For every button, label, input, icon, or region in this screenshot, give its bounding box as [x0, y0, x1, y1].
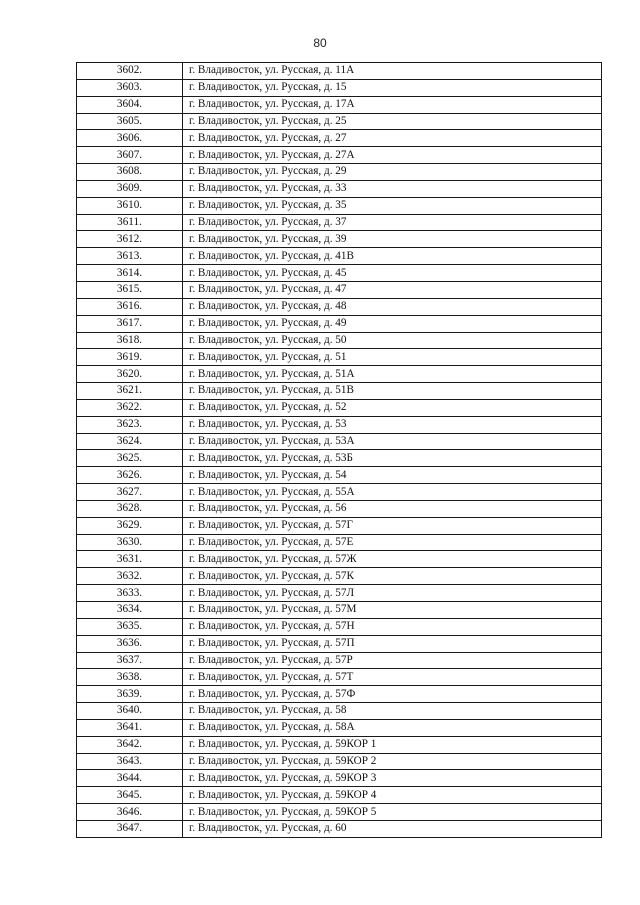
address-cell: г. Владивосток, ул. Русская, д. 53А	[183, 433, 602, 450]
address-cell: г. Владивосток, ул. Русская, д. 52	[183, 399, 602, 416]
row-number-cell: 3607.	[77, 147, 183, 164]
address-cell: г. Владивосток, ул. Русская, д. 57Р	[183, 652, 602, 669]
row-number-cell: 3603.	[77, 79, 183, 96]
table-row	[77, 349, 602, 366]
table-row	[77, 467, 602, 484]
address-cell: г. Владивосток, ул. Русская, д. 58А	[183, 719, 602, 736]
row-number-cell: 3614.	[77, 265, 183, 282]
table-row	[77, 534, 602, 551]
row-number-cell: 3605.	[77, 113, 183, 130]
address-cell: г. Владивосток, ул. Русская, д. 57Е	[183, 534, 602, 551]
address-cell: г. Владивосток, ул. Русская, д. 53	[183, 416, 602, 433]
table-row	[77, 180, 602, 197]
address-cell: г. Владивосток, ул. Русская, д. 35	[183, 197, 602, 214]
table-row	[77, 197, 602, 214]
page-number: 80	[313, 36, 327, 50]
address-cell: г. Владивосток, ул. Русская, д. 47	[183, 281, 602, 298]
row-number-cell: 3633.	[77, 585, 183, 602]
table-row	[77, 618, 602, 635]
table-row	[77, 568, 602, 585]
address-cell: г. Владивосток, ул. Русская, д. 59КОР 5	[183, 804, 602, 821]
row-number-cell: 3612.	[77, 231, 183, 248]
table-row	[77, 147, 602, 164]
address-table-body	[77, 63, 602, 838]
address-cell: г. Владивосток, ул. Русская, д. 11А	[183, 63, 602, 80]
row-number-cell: 3608.	[77, 164, 183, 181]
table-row	[77, 753, 602, 770]
address-cell: г. Владивосток, ул. Русская, д. 59КОР 2	[183, 753, 602, 770]
address-cell: г. Владивосток, ул. Русская, д. 27А	[183, 147, 602, 164]
address-cell: г. Владивосток, ул. Русская, д. 53Б	[183, 450, 602, 467]
address-cell: г. Владивосток, ул. Русская, д. 25	[183, 113, 602, 130]
row-number-cell: 3631.	[77, 551, 183, 568]
row-number-cell: 3622.	[77, 399, 183, 416]
table-row	[77, 248, 602, 265]
row-number-cell: 3618.	[77, 332, 183, 349]
address-cell: г. Владивосток, ул. Русская, д. 59КОР 4	[183, 787, 602, 804]
address-cell: г. Владивосток, ул. Русская, д. 49	[183, 315, 602, 332]
table-row	[77, 332, 602, 349]
table-row	[77, 551, 602, 568]
table-row	[77, 719, 602, 736]
table-row	[77, 602, 602, 619]
row-number-cell: 3638.	[77, 669, 183, 686]
address-cell: г. Владивосток, ул. Русская, д. 57Н	[183, 618, 602, 635]
address-cell: г. Владивосток, ул. Русская, д. 56	[183, 500, 602, 517]
address-cell: г. Владивосток, ул. Русская, д. 50	[183, 332, 602, 349]
address-cell: г. Владивосток, ул. Русская, д. 54	[183, 467, 602, 484]
row-number-cell: 3635.	[77, 618, 183, 635]
row-number-cell: 3609.	[77, 180, 183, 197]
address-cell: г. Владивосток, ул. Русская, д. 45	[183, 265, 602, 282]
row-number-cell: 3646.	[77, 804, 183, 821]
address-cell: г. Владивосток, ул. Русская, д. 55А	[183, 484, 602, 501]
row-number-cell: 3627.	[77, 484, 183, 501]
address-cell: г. Владивосток, ул. Русская, д. 51В	[183, 383, 602, 400]
table-row	[77, 366, 602, 383]
row-number-cell: 3643.	[77, 753, 183, 770]
row-number-cell: 3619.	[77, 349, 183, 366]
address-cell: г. Владивосток, ул. Русская, д. 57Ф	[183, 686, 602, 703]
table-row	[77, 265, 602, 282]
table-row	[77, 416, 602, 433]
address-cell: г. Владивосток, ул. Русская, д. 41В	[183, 248, 602, 265]
row-number-cell: 3620.	[77, 366, 183, 383]
table-row	[77, 214, 602, 231]
row-number-cell: 3617.	[77, 315, 183, 332]
table-row	[77, 820, 602, 837]
address-cell: г. Владивосток, ул. Русская, д. 60	[183, 820, 602, 837]
row-number-cell: 3637.	[77, 652, 183, 669]
row-number-cell: 3640.	[77, 703, 183, 720]
address-cell: г. Владивосток, ул. Русская, д. 57П	[183, 635, 602, 652]
table-row	[77, 652, 602, 669]
address-cell: г. Владивосток, ул. Русская, д. 27	[183, 130, 602, 147]
address-cell: г. Владивосток, ул. Русская, д. 57Г	[183, 517, 602, 534]
table-row	[77, 113, 602, 130]
address-cell: г. Владивосток, ул. Русская, д. 59КОР 3	[183, 770, 602, 787]
address-cell: г. Владивосток, ул. Русская, д. 59КОР 1	[183, 736, 602, 753]
address-cell: г. Владивосток, ул. Русская, д. 57Т	[183, 669, 602, 686]
row-number-cell: 3625.	[77, 450, 183, 467]
row-number-cell: 3636.	[77, 635, 183, 652]
table-row	[77, 770, 602, 787]
row-number-cell: 3644.	[77, 770, 183, 787]
table-row	[77, 450, 602, 467]
table-row	[77, 315, 602, 332]
table-row	[77, 96, 602, 113]
table-row	[77, 736, 602, 753]
table-row	[77, 669, 602, 686]
row-number-cell: 3629.	[77, 517, 183, 534]
table-row	[77, 79, 602, 96]
address-cell: г. Владивосток, ул. Русская, д. 57М	[183, 602, 602, 619]
row-number-cell: 3615.	[77, 281, 183, 298]
address-cell: г. Владивосток, ул. Русская, д. 57Ж	[183, 551, 602, 568]
table-row	[77, 281, 602, 298]
row-number-cell: 3621.	[77, 383, 183, 400]
row-number-cell: 3634.	[77, 602, 183, 619]
row-number-cell: 3606.	[77, 130, 183, 147]
address-cell: г. Владивосток, ул. Русская, д. 57К	[183, 568, 602, 585]
table-row	[77, 787, 602, 804]
row-number-cell: 3639.	[77, 686, 183, 703]
row-number-cell: 3623.	[77, 416, 183, 433]
table-row	[77, 231, 602, 248]
table-row	[77, 804, 602, 821]
table-row	[77, 433, 602, 450]
table-row	[77, 686, 602, 703]
table-row	[77, 383, 602, 400]
table-row	[77, 298, 602, 315]
row-number-cell: 3602.	[77, 63, 183, 80]
address-cell: г. Владивосток, ул. Русская, д. 58	[183, 703, 602, 720]
table-row	[77, 130, 602, 147]
row-number-cell: 3642.	[77, 736, 183, 753]
address-cell: г. Владивосток, ул. Русская, д. 48	[183, 298, 602, 315]
table-row	[77, 484, 602, 501]
row-number-cell: 3616.	[77, 298, 183, 315]
row-number-cell: 3647.	[77, 820, 183, 837]
address-table	[76, 62, 602, 838]
address-cell: г. Владивосток, ул. Русская, д. 37	[183, 214, 602, 231]
table-row	[77, 500, 602, 517]
row-number-cell: 3610.	[77, 197, 183, 214]
address-cell: г. Владивосток, ул. Русская, д. 29	[183, 164, 602, 181]
address-cell: г. Владивосток, ул. Русская, д. 15	[183, 79, 602, 96]
table-row	[77, 517, 602, 534]
row-number-cell: 3613.	[77, 248, 183, 265]
row-number-cell: 3632.	[77, 568, 183, 585]
table-row	[77, 703, 602, 720]
row-number-cell: 3630.	[77, 534, 183, 551]
table-row	[77, 63, 602, 80]
table-row	[77, 585, 602, 602]
address-cell: г. Владивосток, ул. Русская, д. 57Л	[183, 585, 602, 602]
row-number-cell: 3604.	[77, 96, 183, 113]
table-row	[77, 164, 602, 181]
row-number-cell: 3628.	[77, 500, 183, 517]
address-cell: г. Владивосток, ул. Русская, д. 51А	[183, 366, 602, 383]
row-number-cell: 3645.	[77, 787, 183, 804]
address-cell: г. Владивосток, ул. Русская, д. 39	[183, 231, 602, 248]
table-row	[77, 399, 602, 416]
row-number-cell: 3641.	[77, 719, 183, 736]
row-number-cell: 3626.	[77, 467, 183, 484]
row-number-cell: 3624.	[77, 433, 183, 450]
row-number-cell: 3611.	[77, 214, 183, 231]
address-cell: г. Владивосток, ул. Русская, д. 17А	[183, 96, 602, 113]
address-cell: г. Владивосток, ул. Русская, д. 51	[183, 349, 602, 366]
table-row	[77, 635, 602, 652]
address-cell: г. Владивосток, ул. Русская, д. 33	[183, 180, 602, 197]
